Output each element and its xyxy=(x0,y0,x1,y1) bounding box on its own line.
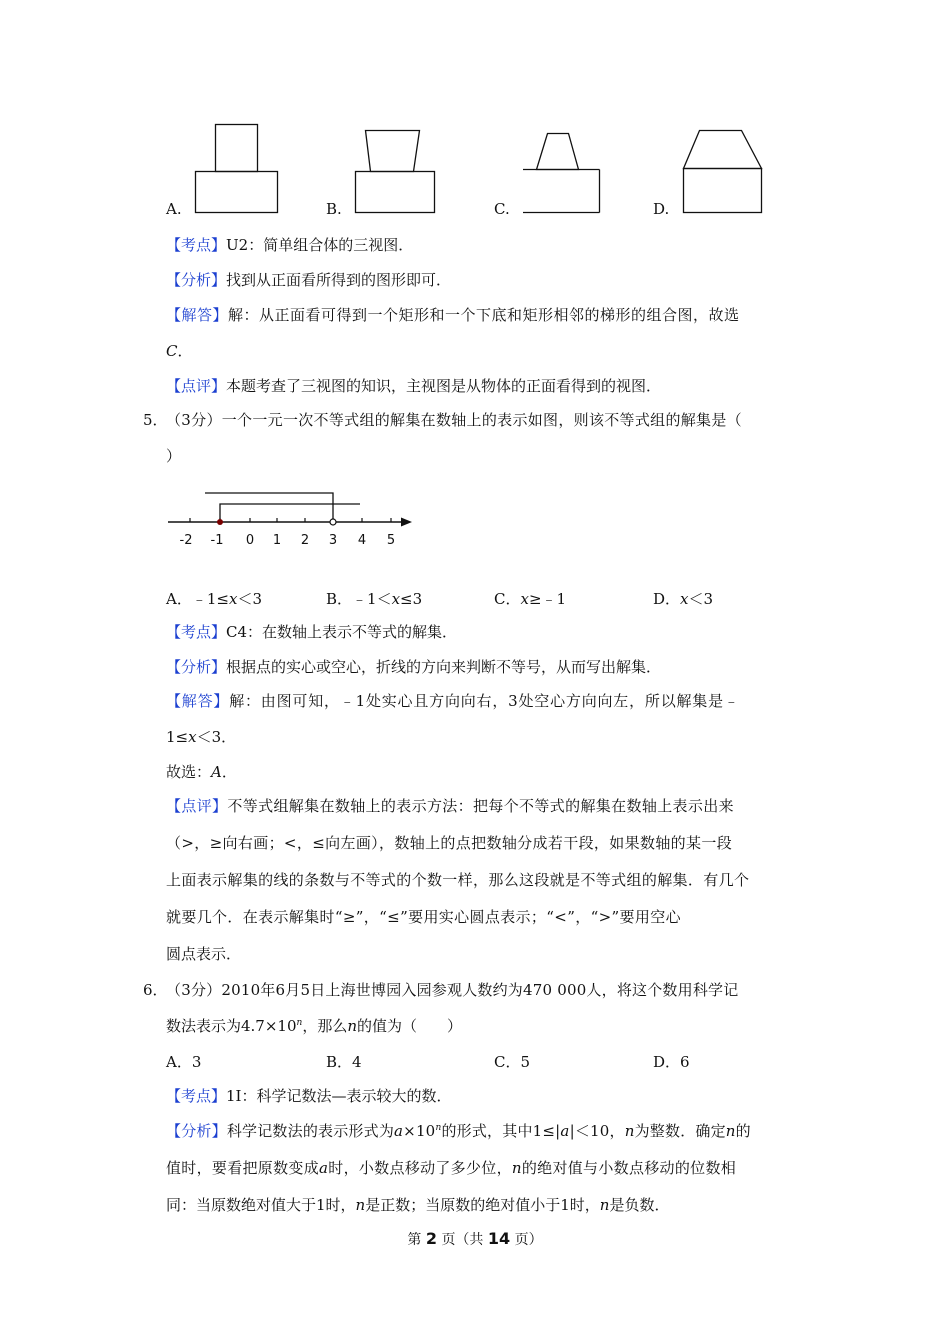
q6-fenxi: 【分析】科学记数法的表示形式为$a\times 10^n$的形式，其中1≤|a|＜10，n为整数．确定n的 xyxy=(166,1122,751,1140)
axis-arrow xyxy=(401,518,412,527)
q5-option-a[interactable]: A．﹣1≤x＜3 xyxy=(166,590,262,608)
q4-dianping: 【点评】本题考查了三视图的知识，主视图是从物体的正面看得到的视图． xyxy=(166,377,662,395)
q4-option-c-figure xyxy=(518,120,613,218)
q6-number: 6． xyxy=(143,981,168,999)
q5-dianping-line2: （>，≥向右画；<，≤向左画），数轴上的点把数轴分成若干段，如果数轴的某一段 xyxy=(166,834,733,852)
q4-option-b-label[interactable]: B. xyxy=(326,200,342,218)
q5-dianping-line5: 圆点表示． xyxy=(166,945,242,963)
axis-label: 3 xyxy=(328,533,338,548)
q5-dianping-line4: 就要几个．在表示解集时“≥”，“≤”要用实心圆点表示；“<”，“>”要用空心 xyxy=(166,908,681,926)
jieda-tag: 【解答】 xyxy=(166,692,230,710)
q4-fenxi: 【分析】找到从正面看所得到的图形即可． xyxy=(166,271,452,289)
fenxi-tag: 【分析】 xyxy=(166,1122,227,1140)
axis-label: 5 xyxy=(386,533,396,548)
axis-label: -2 xyxy=(179,533,193,548)
q4-option-d-label[interactable]: D. xyxy=(653,200,670,218)
q6-fenxi-line3: 同：当原数绝对值大于1时，n是正数；当原数的绝对值小于1时，n是负数． xyxy=(166,1196,670,1214)
ray-left-from-3 xyxy=(205,493,333,522)
q6-kaodian: 【考点】1I：科学记数法—表示较大的数． xyxy=(166,1087,452,1105)
q5-kaodian: 【考点】C4：在数轴上表示不等式的解集． xyxy=(166,623,458,641)
q5-number: 5． xyxy=(143,411,168,429)
q5-dianping: 【点评】不等式组解集在数轴上的表示方法：把每个不等式的解集在数轴上表示出来 xyxy=(166,797,734,815)
q4-option-c-label[interactable]: C. xyxy=(494,200,510,218)
axis-label: 2 xyxy=(300,533,310,548)
q5-dianping-line3: 上面表示解集的线的条数与不等式的个数一样，那么这段就是不等式组的解集．有几个 xyxy=(166,871,750,889)
axis-label: -1 xyxy=(210,533,224,548)
fenxi-tag: 【分析】 xyxy=(166,658,227,676)
jieda-tag: 【解答】 xyxy=(166,306,229,324)
q5-option-c[interactable]: C．x≥﹣1 xyxy=(494,590,567,608)
total-pages: 14 xyxy=(487,1229,511,1248)
q4-option-a-label[interactable]: A. xyxy=(166,200,182,218)
axis-label: 4 xyxy=(357,533,367,548)
dianping-tag: 【点评】 xyxy=(166,377,227,395)
q5-jieda: 【解答】解：由图可知，﹣1处实心且方向向右，3处空心方向向左，所以解集是﹣ xyxy=(166,692,740,710)
q6-option-c[interactable]: C．5 xyxy=(494,1053,531,1071)
q5-number-line-figure xyxy=(160,482,420,557)
q6-stem: （3分）2010年6月5日上海世博园入园参观人数约为470 000人，将这个数用科学记 xyxy=(166,981,739,999)
q6-fenxi-line2: 值时，要看把原数变成a时，小数点移动了多少位，n的绝对值与小数点移动的位数相 xyxy=(166,1159,737,1177)
axis-label: 1 xyxy=(272,533,282,548)
q6-option-b[interactable]: B．4 xyxy=(326,1053,362,1071)
kaodian-tag: 【考点】 xyxy=(166,236,227,254)
fenxi-tag: 【分析】 xyxy=(166,271,227,289)
ray-right-from-minus1 xyxy=(220,504,360,522)
q5-fenxi: 【分析】根据点的实心或空心，折线的方向来判断不等号，从而写出解集． xyxy=(166,658,662,676)
q5-jieda-cont: 1≤x＜3． xyxy=(166,728,237,746)
q4-option-b-figure xyxy=(350,120,445,218)
dianping-tag: 【点评】 xyxy=(166,797,228,815)
axis-label: 0 xyxy=(245,533,255,548)
q4-jieda-cont: C． xyxy=(166,342,193,360)
q5-stem: （3分）一个一元一次不等式组的解集在数轴上的表示如图，则该不等式组的解集是（ xyxy=(166,411,742,429)
page-footer: 第 2 页（共 14 页） xyxy=(407,1229,543,1248)
solid-dot-minus1 xyxy=(217,519,223,525)
q6-option-d[interactable]: D．6 xyxy=(653,1053,690,1071)
q6-option-a[interactable]: A．3 xyxy=(166,1053,202,1071)
kaodian-tag: 【考点】 xyxy=(166,623,227,641)
kaodian-tag: 【考点】 xyxy=(166,1087,227,1105)
hollow-dot-3 xyxy=(330,519,336,525)
q5-option-d[interactable]: D．x＜3 xyxy=(653,590,714,608)
current-page: 2 xyxy=(425,1229,437,1248)
q5-option-b[interactable]: B．﹣1＜x≤3 xyxy=(326,590,423,608)
q4-option-a-figure xyxy=(190,120,285,218)
q4-option-d-figure xyxy=(677,120,772,218)
q4-jieda: 【解答】解：从正面看可得到一个矩形和一个下底和矩形相邻的梯形的组合图，故选 xyxy=(166,306,740,324)
q5-stem-cont: ） xyxy=(166,447,182,465)
q6-stem-cont: 数法表示为$4.7\times 10^n$，那么n的值为（ ） xyxy=(166,1017,463,1035)
q5-guxuan: 故选：A． xyxy=(166,763,237,781)
q4-kaodian: 【考点】U2：简单组合体的三视图． xyxy=(166,236,414,254)
